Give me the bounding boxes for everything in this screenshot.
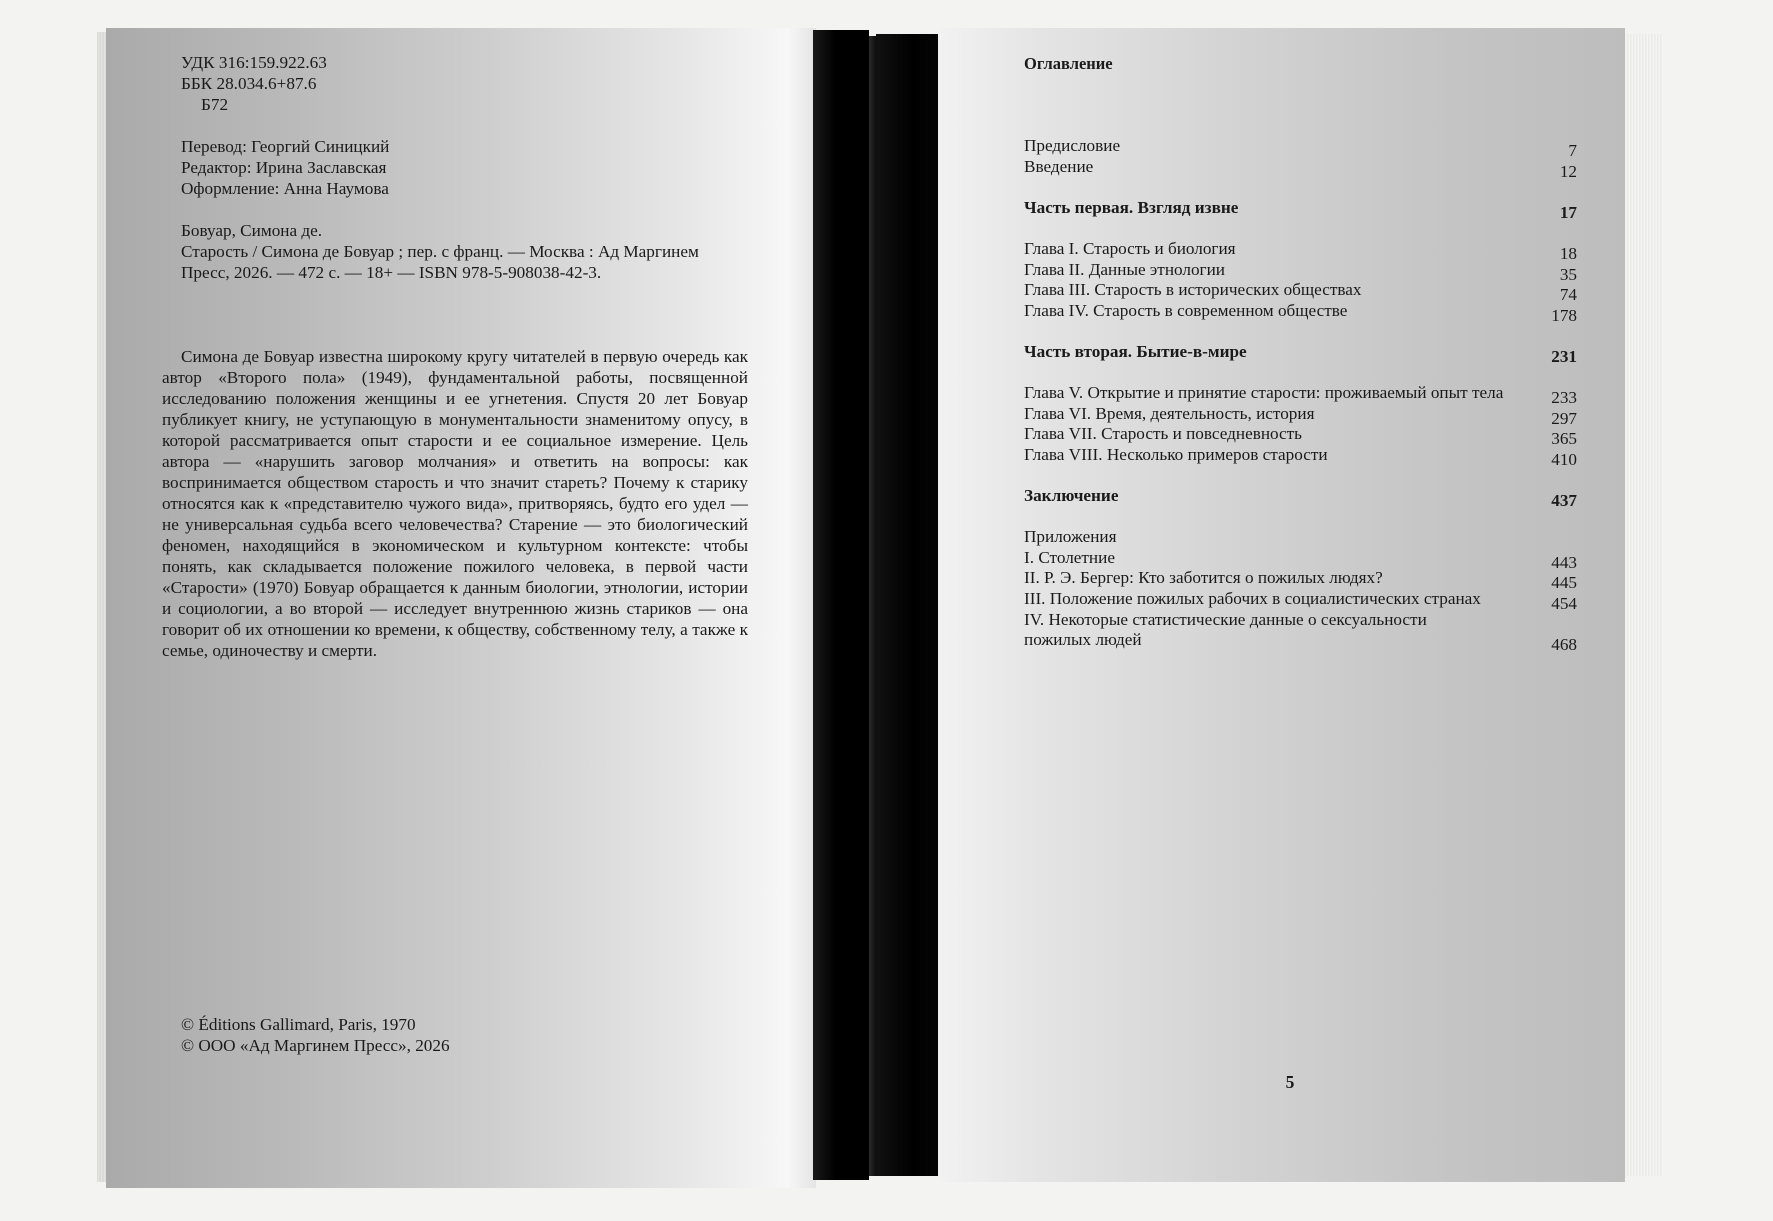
toc-entry-title: Глава VI. Время, деятельность, история bbox=[1024, 403, 1315, 423]
toc-entry bbox=[1024, 280, 1577, 305]
bibliographic-codes bbox=[181, 52, 327, 115]
toc-entry-title: II. Р. Э. Бергер: Кто заботится о пожилых людях? bbox=[1024, 568, 1383, 588]
toc-entry-page: 410 bbox=[1551, 449, 1577, 469]
toc-entry bbox=[1024, 403, 1577, 428]
right-page-edges bbox=[1625, 34, 1663, 1176]
copyright-russian: © ООО «Ад Маргинем Пресс», 2026 bbox=[181, 1036, 450, 1055]
toc-entry-page: 7 bbox=[1568, 141, 1577, 160]
udk-code: УДК 316:159.922.63 bbox=[181, 53, 327, 72]
translator-credit: Перевод: Георгий Синицкий bbox=[181, 137, 390, 156]
page-number: 5 bbox=[1285, 1072, 1295, 1092]
citation-author: Бовуар, Симона де. bbox=[181, 221, 323, 240]
toc-entry bbox=[1024, 547, 1577, 572]
toc-entry-title: Глава VIII. Несколько примеров старости bbox=[1024, 444, 1328, 464]
toc-entry bbox=[1024, 300, 1577, 325]
toc-entry-page: 12 bbox=[1559, 161, 1577, 181]
toc-entry-page: 17 bbox=[1559, 202, 1577, 222]
author-mark: Б72 bbox=[201, 95, 229, 114]
toc-entry-page: 468 bbox=[1551, 635, 1577, 655]
bbk-code: ББК 28.034.6+87.6 bbox=[181, 74, 317, 93]
toc-entry-page: 35 bbox=[1559, 264, 1577, 284]
toc-entry bbox=[1024, 136, 1577, 160]
citation-description: Старость / Симона де Бовуар ; пер. с франц. — Москва : Ад Маргинем Пресс, 2026. — 472 с. — 18+ — ISBN 978-5-908038-42-3. bbox=[181, 242, 699, 282]
toc-entry-title: III. Положение пожилых рабочих в социалистических странах bbox=[1024, 589, 1481, 609]
design-credit: Оформление: Анна Наумова bbox=[181, 179, 389, 198]
toc-entry-title: Часть вторая. Бытие-в-мире bbox=[1024, 341, 1247, 361]
toc-entry bbox=[1024, 238, 1577, 263]
toc-entry bbox=[1024, 568, 1577, 593]
toc-part-entry bbox=[1024, 197, 1577, 222]
toc-entry-title: Глава V. Открытие и принятие старости: проживаемый опыт тела bbox=[1024, 383, 1504, 403]
toc-entry-title: IV. Некоторые статистические данные о сексуальности bbox=[1024, 609, 1427, 629]
toc-heading: Оглавление bbox=[1024, 54, 1113, 73]
toc-entry-title: Приложения bbox=[1024, 527, 1117, 547]
toc-entry-title: Глава IV. Старость в современном обществе bbox=[1024, 300, 1348, 320]
toc-entry bbox=[1024, 156, 1577, 181]
toc-entry-page: 18 bbox=[1559, 243, 1577, 263]
toc-entry bbox=[1024, 589, 1577, 614]
toc-entry bbox=[1024, 259, 1577, 284]
toc-entry-page: 437 bbox=[1551, 491, 1577, 511]
toc-entry-title: Глава II. Данные этнологии bbox=[1024, 259, 1225, 279]
toc-entry-page: 233 bbox=[1551, 388, 1577, 408]
toc-entry-title: Заключение bbox=[1024, 486, 1119, 506]
toc-entry-title: Введение bbox=[1024, 156, 1094, 176]
toc-entry-page: 454 bbox=[1551, 594, 1577, 614]
toc-entry-title: Глава VII. Старость и повседневность bbox=[1024, 424, 1303, 444]
toc-entry-title: Глава III. Старость в исторических обществах bbox=[1024, 280, 1362, 300]
toc-entry-page: 74 bbox=[1559, 285, 1577, 305]
toc-entry bbox=[1024, 383, 1577, 408]
credits bbox=[181, 136, 389, 199]
toc-entry-page: 297 bbox=[1551, 408, 1577, 428]
toc-entry-title: I. Столетние bbox=[1024, 547, 1115, 567]
toc-entry bbox=[1024, 444, 1577, 469]
bibliographic-citation bbox=[181, 220, 749, 283]
toc-entry-page: 445 bbox=[1551, 573, 1577, 593]
table-of-contents bbox=[1024, 136, 1577, 655]
toc-entry-page: 231 bbox=[1551, 346, 1577, 366]
book-gutter bbox=[813, 30, 869, 1180]
toc-entry-title: Часть первая. Взгляд извне bbox=[1024, 197, 1239, 217]
black-flyleaf bbox=[876, 34, 938, 1176]
editor-credit: Редактор: Ирина Заславская bbox=[181, 158, 387, 177]
toc-entry-page: 443 bbox=[1551, 552, 1577, 572]
toc-part-entry bbox=[1024, 341, 1577, 366]
toc-entry bbox=[1024, 424, 1577, 449]
copyright-original: © Éditions Gallimard, Paris, 1970 bbox=[181, 1015, 416, 1034]
toc-entry bbox=[1024, 630, 1577, 655]
toc-part-entry bbox=[1024, 486, 1577, 511]
toc-entry-page: 365 bbox=[1551, 429, 1577, 449]
toc-entry-page: 178 bbox=[1551, 305, 1577, 325]
copyright-block bbox=[181, 1014, 450, 1056]
toc-entry bbox=[1024, 610, 1577, 631]
toc-entry-title: Глава I. Старость и биология bbox=[1024, 238, 1236, 258]
toc-section-heading bbox=[1024, 527, 1577, 548]
toc-entry-title: Предисловие bbox=[1024, 136, 1121, 155]
book-annotation: Симона де Бовуар известна широкому кругу читателей в первую очередь как автор «Второго пола» (1949), фундаментальной работы, посвященной исследованию положения женщины и ее угнетения. Спустя 20 лет Бовуар публикует книгу, не уступающую в монументальности знаменитому опусу, в которой рассматривается опыт старости и ее социальное измерение. Цель автора — «нарушить заговор молчания» и ответить на вопросы: как воспринимается обществом старость и что значит стареть? Почему к старику относятся как к «представителю чужого вида», притворяясь, будто его удел — не универсальная судьба всего человечества? Старение — это биологический феномен, находящийся в экономическом и культурном контексте: чтобы понять, как складывается положение пожилого человека, в первой части «Старости» (1970) Бовуар обращается к данным биологии, этнологии, истории и социологии, а во второй — исследует внутреннюю жизнь стариков — она говорит об их отношении ко времени, к обществу, собственному телу, а также к семье, одиночеству и смерти. bbox=[162, 347, 748, 660]
toc-entry-title: пожилых людей bbox=[1024, 630, 1142, 650]
